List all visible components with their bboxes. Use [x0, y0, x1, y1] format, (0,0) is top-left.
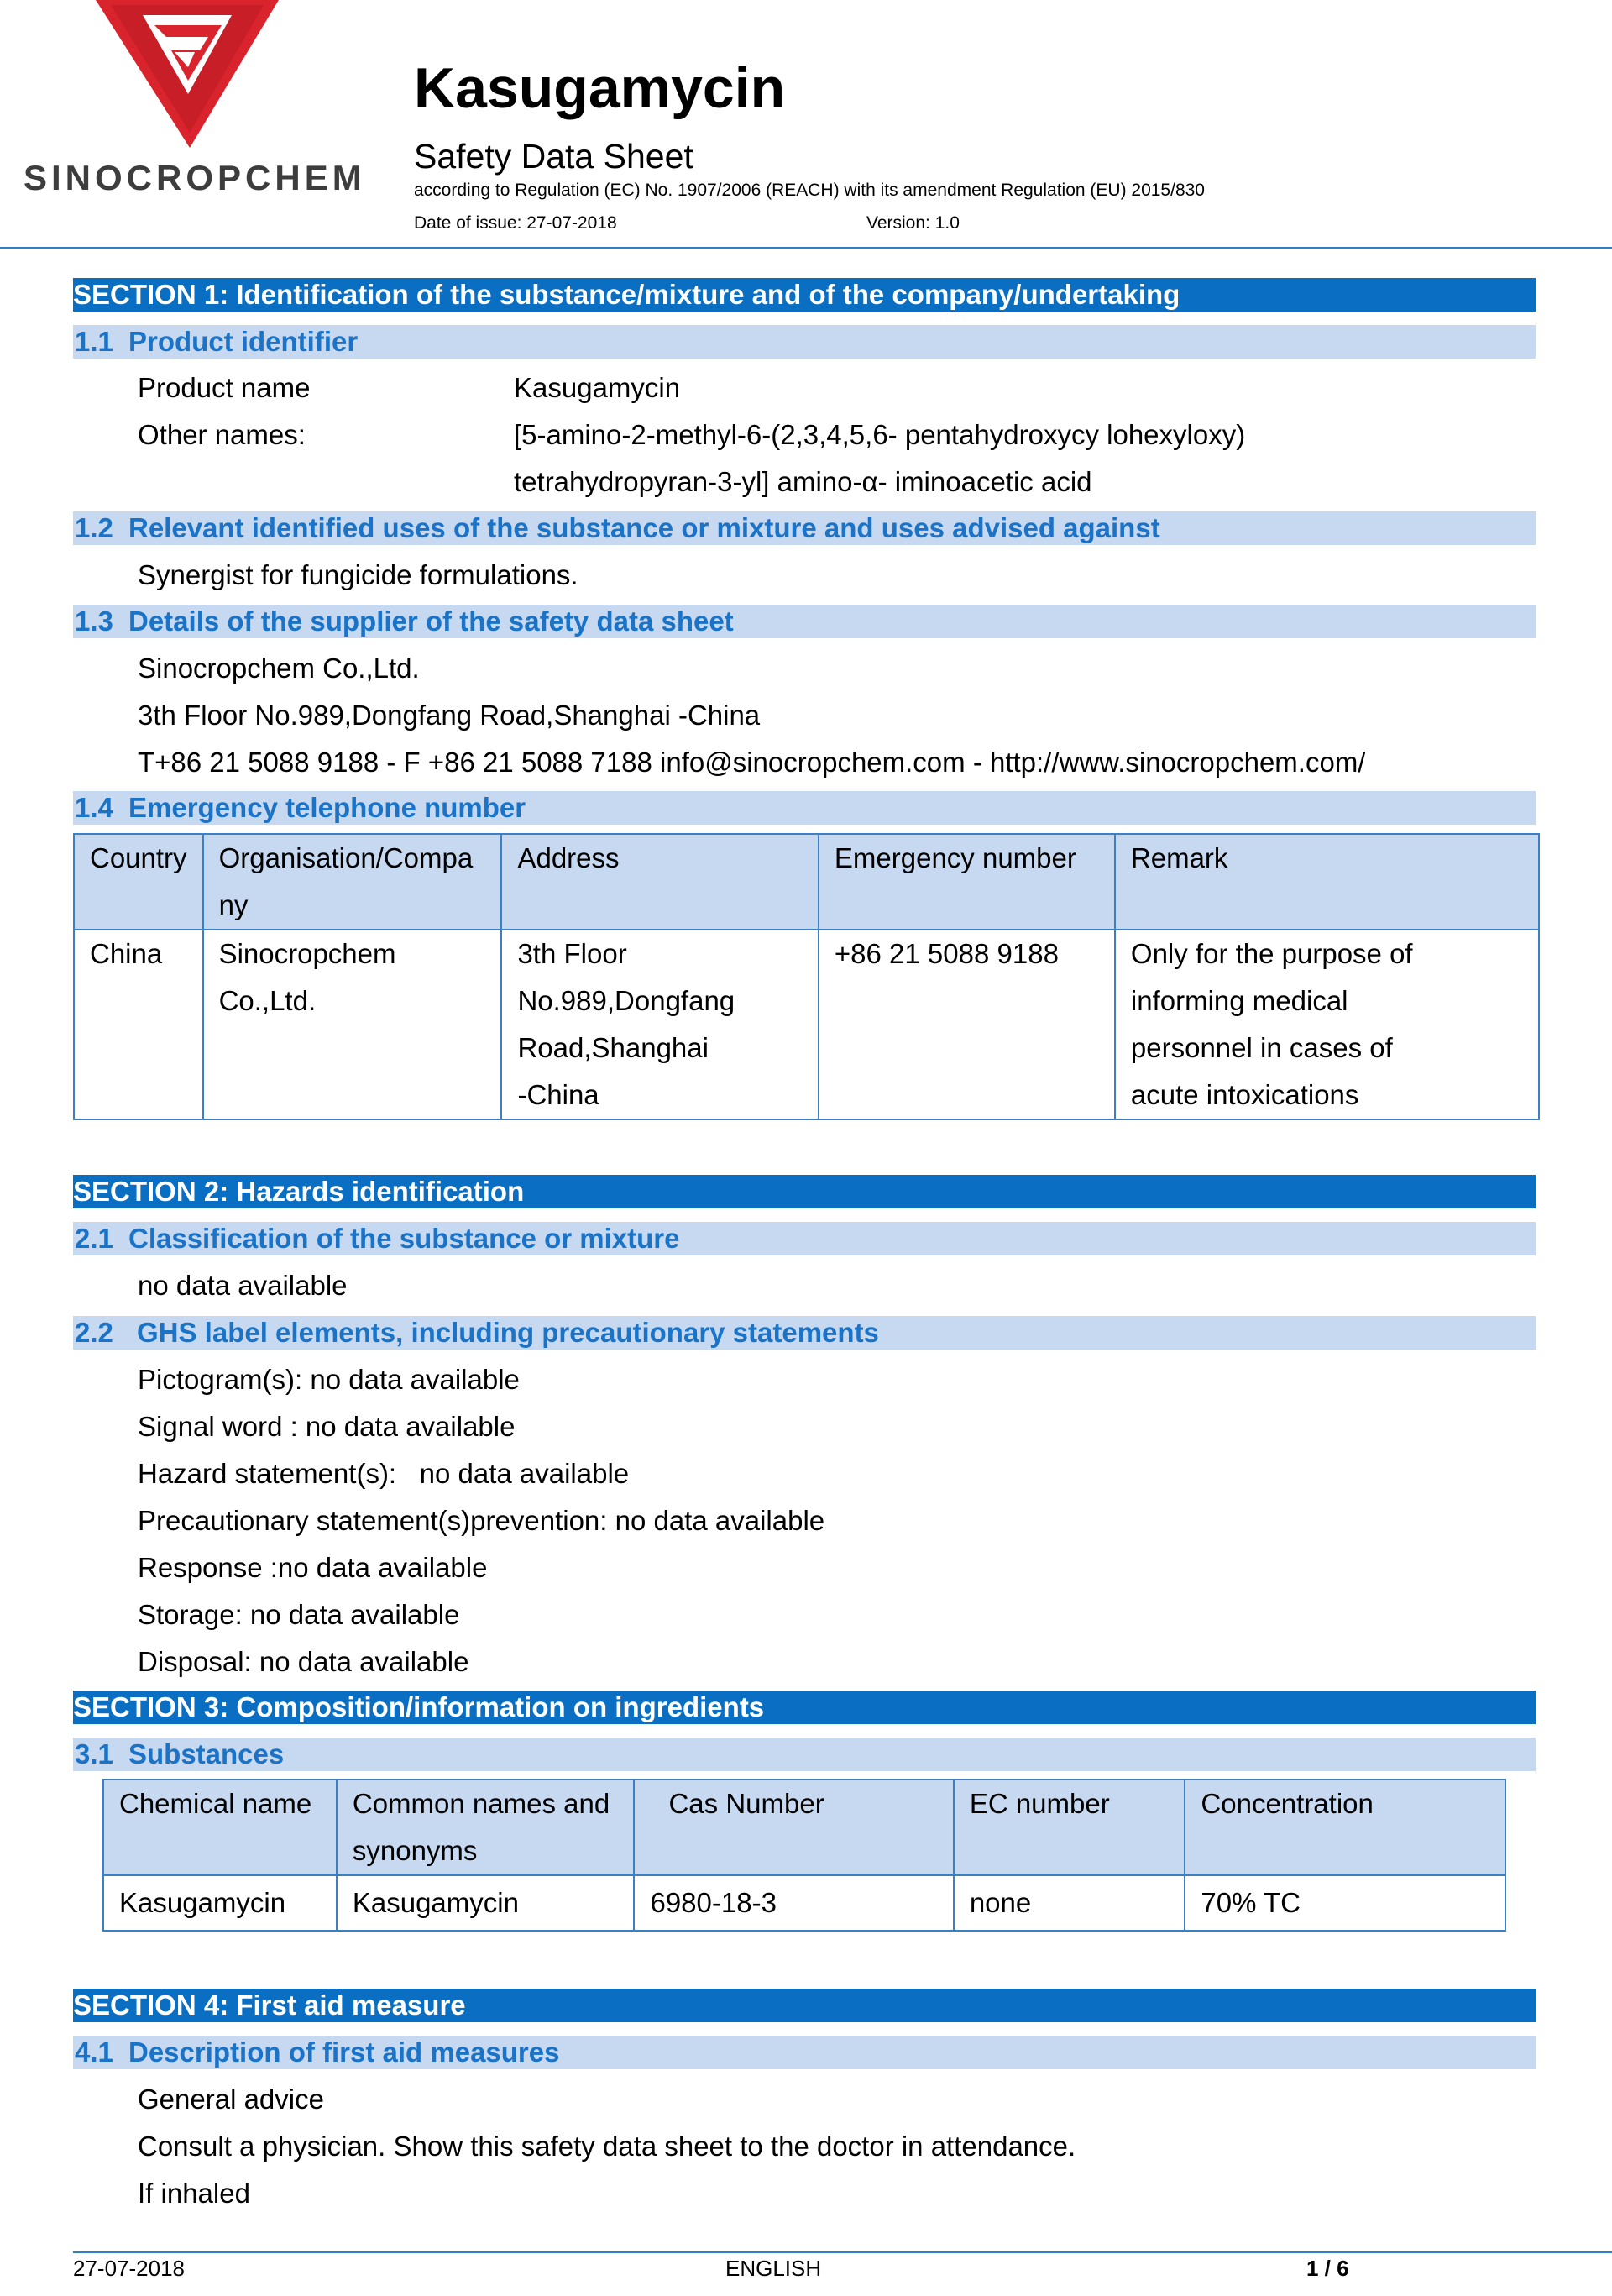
cell-remark: Only for the purpose of informing medical personnel in cases of acute intoxications	[1115, 930, 1539, 1119]
section-title: SECTION 4: First aid measure	[73, 1989, 466, 2021]
subsection-title: Classification of the substance or mixture	[128, 1223, 680, 1254]
cell-common-name: Kasugamycin	[337, 1875, 635, 1931]
regulation-note: according to Regulation (EC) No. 1907/2006 (REACH) with its amendment Regulation (EU) 2015/830	[414, 181, 1205, 200]
supplier-contact: T+86 21 5088 9188 - F +86 21 5088 7188 info@sinocropchem.com - http://www.sinocropchem.com/	[138, 747, 1366, 778]
subsection-title: Description of first aid measures	[128, 2037, 560, 2068]
hazard-statements-text: Hazard statement(s): no data available	[138, 1458, 630, 1489]
header-cell-country: Country	[74, 834, 203, 930]
version: Version: 1.0	[866, 213, 960, 233]
supplier-name: Sinocropchem Co.,Ltd.	[138, 653, 420, 684]
header-cell-address: Address	[501, 834, 818, 930]
footer-language: ENGLISH	[725, 2256, 822, 2281]
subsection-3-1-header	[73, 1738, 1536, 1771]
subsection-title: Emergency telephone number	[128, 792, 526, 823]
header-cell-cas-number: Cas Number	[634, 1780, 953, 1875]
if-inhaled-label: If inhaled	[138, 2178, 250, 2209]
response-text: Response :no data available	[138, 1552, 488, 1583]
section-title: SECTION 2: Hazards identification	[73, 1176, 525, 1207]
subsection-number: 2.1	[75, 1223, 113, 1254]
header-cell-emergency-number: Emergency number	[819, 834, 1115, 930]
header-cell-concentration: Concentration	[1185, 1780, 1505, 1875]
cell-emergency-number: +86 21 5088 9188	[819, 930, 1115, 1119]
general-advice-text: Consult a physician. Show this safety data sheet to the doctor in attendance.	[138, 2131, 1076, 2162]
cell-ec-number: none	[954, 1875, 1185, 1931]
cell-country: China	[74, 930, 203, 1119]
cell-chemical-name: Kasugamycin	[103, 1875, 337, 1931]
subsection-1-1-header	[73, 325, 1536, 359]
storage-text: Storage: no data available	[138, 1599, 460, 1630]
company-logo	[91, 0, 284, 151]
subsection-4-1-header	[73, 2036, 1536, 2069]
date-of-issue: Date of issue: 27-07-2018	[414, 213, 617, 233]
product-name-value: Kasugamycin	[514, 372, 681, 403]
other-names-line-1: [5-amino-2-methyl-6-(2,3,4,5,6- pentahydroxycy lohexyloxy)	[514, 419, 1246, 450]
section-3-header	[73, 1691, 1536, 1724]
identified-uses: Synergist for fungicide formulations.	[138, 559, 578, 590]
footer-date: 27-07-2018	[73, 2256, 185, 2281]
header-cell-chemical-name: Chemical name	[103, 1780, 337, 1875]
header-cell-remark: Remark	[1115, 834, 1539, 930]
other-names-label: Other names:	[138, 419, 306, 450]
subsection-number: 3.1	[75, 1738, 113, 1769]
subsection-number: 2.2	[75, 1317, 113, 1348]
section-title: SECTION 1: Identification of the substance/mixture and of the company/undertaking	[73, 279, 1180, 310]
disposal-text: Disposal: no data available	[138, 1646, 469, 1677]
cell-concentration: 70% TC	[1185, 1875, 1505, 1931]
classification-text: no data available	[138, 1270, 348, 1301]
table-row	[74, 930, 1539, 1119]
pictogram-text: Pictogram(s): no data available	[138, 1364, 520, 1395]
subsection-number: 4.1	[75, 2037, 113, 2068]
section-2-header	[73, 1175, 1536, 1208]
table-header-row	[103, 1780, 1505, 1875]
cell-address: 3th Floor No.989,Dongfang Road,Shanghai -China	[501, 930, 818, 1119]
document-title: Kasugamycin	[414, 56, 786, 120]
table-header-row	[74, 834, 1539, 930]
subsection-title: Relevant identified uses of the substance or mixture and uses advised against	[128, 512, 1160, 543]
subsection-title: GHS label elements, including precautionary statements	[137, 1317, 879, 1348]
subsection-number: 1.4	[75, 792, 113, 823]
subsection-number: 1.3	[75, 605, 113, 637]
subsection-1-2-header	[73, 511, 1536, 545]
signal-word-text: Signal word : no data available	[138, 1411, 516, 1442]
footer-divider	[73, 2251, 1612, 2253]
subsection-2-2-header	[73, 1316, 1536, 1350]
subsection-title: Substances	[128, 1738, 285, 1769]
general-advice-label: General advice	[138, 2084, 324, 2115]
subsection-number: 1.1	[75, 326, 113, 357]
supplier-address: 3th Floor No.989,Dongfang Road,Shanghai -China	[138, 700, 761, 731]
section-1-header	[73, 278, 1536, 312]
section-4-header	[73, 1989, 1536, 2022]
table-row	[103, 1875, 1505, 1931]
substances-table	[102, 1779, 1506, 1932]
header-cell-common-names: Common names and synonyms	[337, 1780, 635, 1875]
page-number: 1 / 6	[1306, 2256, 1349, 2281]
header-cell-ec-number: EC number	[954, 1780, 1185, 1875]
cell-organisation: Sinocropchem Co.,Ltd.	[203, 930, 502, 1119]
emergency-contact-table	[73, 833, 1540, 1120]
subsection-2-1-header	[73, 1222, 1536, 1255]
precautionary-text: Precautionary statement(s)prevention: no data available	[138, 1505, 825, 1536]
subsection-title: Details of the supplier of the safety data sheet	[128, 605, 734, 637]
product-name-label: Product name	[138, 372, 311, 403]
cell-cas-number: 6980-18-3	[634, 1875, 953, 1931]
subsection-number: 1.2	[75, 512, 113, 543]
document-subtitle: Safety Data Sheet	[414, 137, 693, 176]
section-title: SECTION 3: Composition/information on ingredients	[73, 1691, 765, 1722]
header-divider	[0, 247, 1612, 249]
subsection-1-3-header	[73, 605, 1536, 638]
header-cell-organisation: Organisation/Compa ny	[203, 834, 502, 930]
brand-name: SINOCROPCHEM	[24, 158, 366, 197]
subsection-title: Product identifier	[128, 326, 359, 357]
other-names-line-2: tetrahydropyran-3-yl] amino-α- iminoacetic acid	[514, 466, 1092, 497]
subsection-1-4-header	[73, 791, 1536, 825]
